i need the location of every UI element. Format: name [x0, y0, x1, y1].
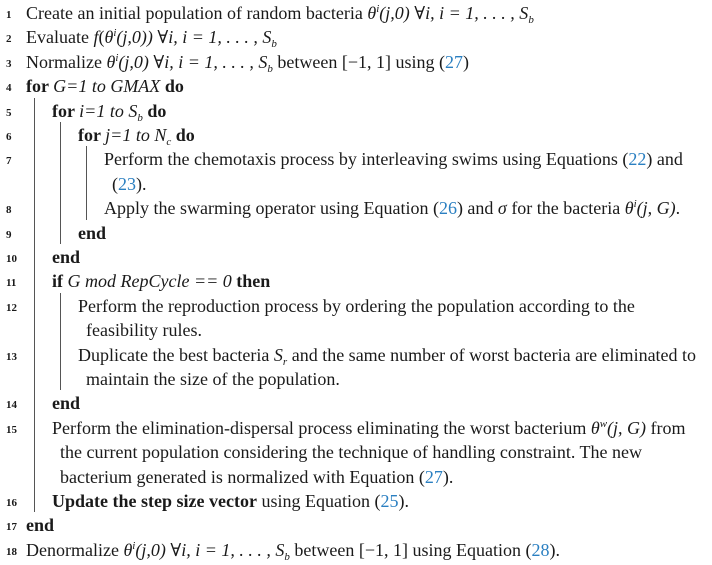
text: .: [675, 198, 681, 219]
equation-link[interactable]: 28: [531, 539, 550, 560]
text: (: [98, 27, 105, 48]
line-text: [26, 49, 469, 75]
equation-link[interactable]: 27: [424, 466, 443, 487]
text: i: [633, 198, 637, 211]
line-number: 5: [6, 106, 12, 119]
line-number: 13: [6, 350, 17, 363]
line-number: 2: [6, 33, 12, 46]
text: Perform the chemotaxis process by interleaving swims using Equations (: [104, 149, 629, 170]
line-number: 12: [6, 301, 17, 314]
text: c: [166, 136, 172, 148]
equation-link[interactable]: 22: [628, 149, 647, 170]
text: between [−1, 1] using Equation (: [289, 539, 532, 560]
math: (j,0)) ∀i, i = 1, . . . , S: [116, 27, 272, 48]
equation-link[interactable]: 25: [380, 491, 399, 511]
text: Duplicate the best bacteria: [78, 344, 274, 365]
math: (j,0) ∀i, i = 1, . . . , S: [118, 51, 268, 72]
line-number: 10: [6, 253, 17, 265]
text: bacterium generated is normalized with Equation (: [60, 466, 425, 487]
text: ).: [136, 173, 147, 194]
line-text: [78, 293, 635, 319]
line-number: 4: [6, 82, 12, 95]
text: for the bacteria: [506, 198, 625, 219]
line-text: [60, 464, 453, 490]
math: (j, G): [607, 417, 647, 438]
block-guide-for-G: [34, 98, 35, 513]
keyword: end: [52, 247, 81, 267]
text: Evaluate: [26, 27, 94, 48]
text: Create an initial population of random bacteria: [26, 3, 368, 23]
block-guide-for-j: [86, 146, 87, 219]
line-text: [52, 268, 270, 294]
keyword: for: [52, 100, 80, 121]
keyword: for: [78, 125, 106, 145]
math: θ: [123, 539, 133, 560]
math: S: [273, 344, 283, 365]
text: ).: [549, 539, 560, 560]
text: Perform the elimination-dispersal process eliminating the worst bacterium: [52, 417, 591, 438]
text: ).: [398, 491, 409, 511]
text: the current population considering the technique of handling constraint. The new: [60, 442, 643, 463]
text: ) and: [456, 198, 498, 219]
line-text: [52, 390, 80, 416]
text: i: [115, 51, 119, 64]
line-text: [26, 24, 277, 50]
block-guide-if: [60, 293, 61, 391]
text: i: [113, 27, 117, 40]
text: Apply the swarming operator using Equation (: [104, 198, 439, 219]
equation-link[interactable]: 26: [438, 198, 457, 219]
math: θ: [367, 3, 377, 23]
equation-link[interactable]: 27: [445, 51, 463, 72]
text: b: [284, 550, 290, 563]
text: between [−1, 1] using (: [272, 51, 445, 72]
math: (j,0) ∀i, i = 1, . . . , S: [135, 539, 285, 560]
keyword: end: [26, 515, 55, 536]
line-number: 11: [6, 277, 17, 290]
line-text: [86, 366, 340, 392]
math: θ: [624, 198, 634, 219]
line-number: 9: [6, 228, 12, 241]
math: (j,0) ∀i, i = 1, . . . , S: [379, 3, 529, 23]
keyword: do: [171, 125, 195, 145]
keyword: end: [78, 222, 107, 243]
text: ): [463, 51, 469, 72]
keyword: do: [142, 100, 167, 121]
line-number: 17: [6, 521, 17, 534]
line-number: 1: [6, 9, 12, 21]
math: j=1 to N: [105, 125, 167, 145]
line-text: [26, 537, 560, 563]
line-text: [26, 0, 534, 26]
text: Normalize: [26, 51, 107, 72]
math: i=1 to S: [79, 100, 138, 121]
line-text: [52, 488, 409, 514]
line-text: [60, 439, 642, 465]
math: G=1 to GMAX: [53, 76, 161, 97]
math: θ: [590, 417, 600, 438]
line-text: [26, 512, 54, 538]
keyword: for: [26, 76, 54, 97]
line-number: 16: [6, 497, 17, 509]
line-text: [104, 195, 680, 221]
text: w: [599, 417, 608, 430]
line-text: [52, 415, 686, 441]
text: Perform the reproduction process by ordering the population according to the: [78, 295, 635, 316]
line-text: [86, 317, 202, 343]
text: ).: [442, 466, 454, 487]
line-text: [52, 98, 166, 124]
line-text: [112, 171, 147, 197]
keyword: end: [52, 393, 81, 414]
text: b: [271, 38, 277, 51]
line-number: 14: [6, 399, 17, 412]
line-number: 8: [6, 204, 12, 217]
line-number: 15: [6, 423, 17, 436]
line-text: [104, 146, 683, 172]
text: ) and: [646, 149, 683, 170]
text: from: [646, 417, 686, 438]
text: b: [137, 111, 143, 124]
text: feasibility rules.: [86, 320, 202, 341]
math: (j, G): [636, 198, 676, 219]
keyword: then: [231, 271, 271, 292]
text: r: [282, 355, 288, 368]
line-number: 3: [6, 57, 12, 70]
equation-link[interactable]: 23: [118, 173, 136, 194]
line-text: [78, 122, 195, 148]
line-number: 7: [6, 155, 12, 168]
text: i: [132, 539, 136, 552]
text: i: [376, 3, 380, 15]
text: (: [112, 173, 118, 194]
text: Denormalize: [26, 539, 124, 560]
line-text: [26, 73, 184, 99]
block-guide-for-i: [60, 122, 61, 244]
keyword: Update the step size vector: [52, 491, 257, 511]
keyword: if: [52, 271, 68, 292]
keyword: do: [160, 76, 184, 97]
math: θ: [106, 51, 116, 72]
text: maintain the size of the population.: [86, 369, 340, 389]
text: b: [267, 62, 273, 75]
line-text: [52, 244, 80, 270]
line-text: [78, 220, 106, 246]
math: σ: [497, 198, 507, 219]
line-text: [78, 342, 696, 368]
text: and the same number of worst bacteria are eliminated to: [287, 344, 697, 365]
line-number: 18: [6, 545, 17, 558]
math: θ: [104, 27, 114, 48]
text: b: [528, 14, 534, 26]
line-number: 6: [6, 131, 12, 143]
math: f: [93, 27, 99, 48]
text: using Equation (: [256, 491, 381, 511]
math: G mod RepCycle == 0: [67, 271, 232, 292]
